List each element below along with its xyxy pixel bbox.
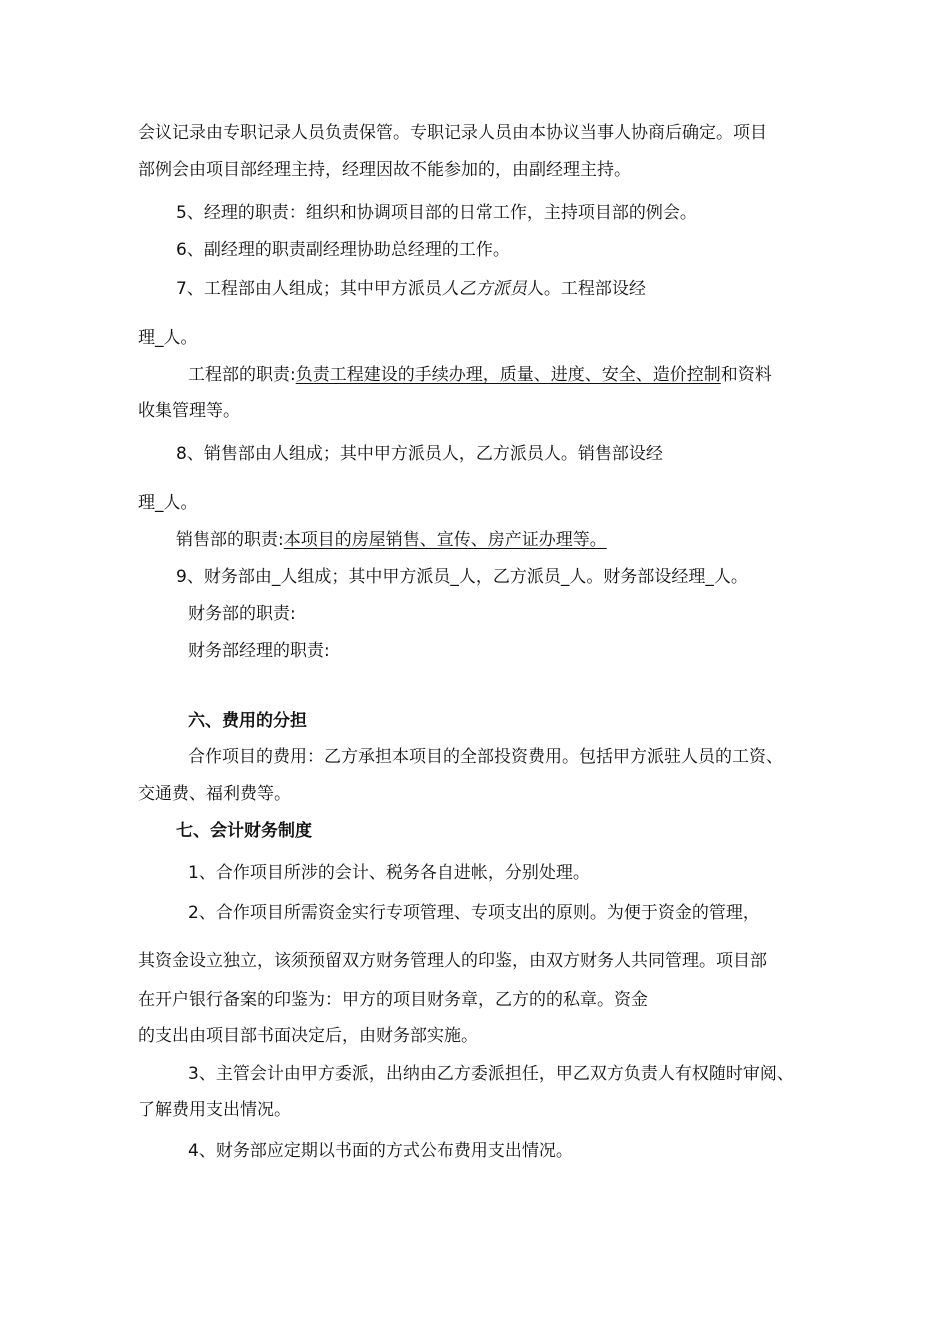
text-line: 1、合作项目所涉的会计、税务各自进帐，分别处理。	[188, 863, 590, 883]
text-segment: 人。工程部设经	[526, 279, 646, 299]
text-segment-italic: 人乙方派员	[441, 279, 527, 299]
text-line: 的支出由项目部书面决定后，由财务部实施。	[138, 1026, 478, 1046]
underlined-text: 负责工程建设的手续办理，质量、进度、安全、造价控制	[295, 365, 721, 385]
text-line: 合作项目的费用：乙方承担本项目的全部投资费用。包括甲方派驻人员的工资、	[188, 747, 783, 767]
text-line: 交通费、福利费等。	[138, 784, 291, 804]
text-line: 6、副经理的职责副经理协助总经理的工作。	[176, 240, 510, 260]
text-segment: 和资料	[720, 365, 772, 385]
text-line: 5、经理的职责：组织和协调项目部的日常工作，主持项目部的例会。	[176, 203, 697, 223]
text-line	[188, 364, 772, 386]
text-segment: 7、工程部由人组成；其中甲方派员	[176, 279, 442, 299]
text-line: 部例会由项目部经理主持，经理因故不能参加的，由副经理主持。	[138, 160, 631, 180]
text-line: 在开户银行备案的印鉴为：甲方的项目财务章，乙方的的私章。资金	[138, 990, 648, 1010]
text-line: 收集管理等。	[138, 401, 240, 421]
text-line	[176, 278, 646, 300]
text-line	[176, 529, 607, 551]
text-line: 2、合作项目所需资金实行专项管理、专项支出的原则。为便于资金的管理，	[188, 903, 760, 923]
text-segment: 销售部的职责:	[176, 530, 284, 550]
text-line: 会议记录由专职记录人员负责保管。专职记录人员由本协议当事人协商后确定。项目	[138, 123, 767, 143]
section-heading: 七、会计财务制度	[176, 821, 312, 841]
text-line: 财务部经理的职责:	[188, 641, 330, 661]
text-line: 理_人。	[138, 328, 198, 348]
text-line: 财务部的职责:	[188, 604, 296, 624]
text-line: 9、财务部由_人组成；其中甲方派员_人，乙方派员_人。财务部设经理_人。	[176, 567, 748, 587]
text-line: 8、销售部由人组成；其中甲方派员人，乙方派员人。销售部设经	[176, 444, 663, 464]
text-line: 其资金设立独立，该须预留双方财务管理人的印鉴，由双方财务人共同管理。项目部	[138, 951, 767, 971]
text-line: 了解费用支出情况。	[138, 1100, 291, 1120]
underlined-text: 本项目的房屋销售、宣传、房产证办理等。	[283, 530, 607, 550]
text-line: 3、主管会计由甲方委派，出纳由乙方委派担任，甲乙双方负责人有权随时审阅、	[188, 1064, 794, 1084]
text-segment: 工程部的职责:	[188, 365, 296, 385]
text-line: 4、财务部应定期以书面的方式公布费用支出情况。	[188, 1141, 573, 1161]
text-line: 理_人。	[138, 493, 198, 513]
section-heading: 六、费用的分担	[188, 711, 307, 731]
